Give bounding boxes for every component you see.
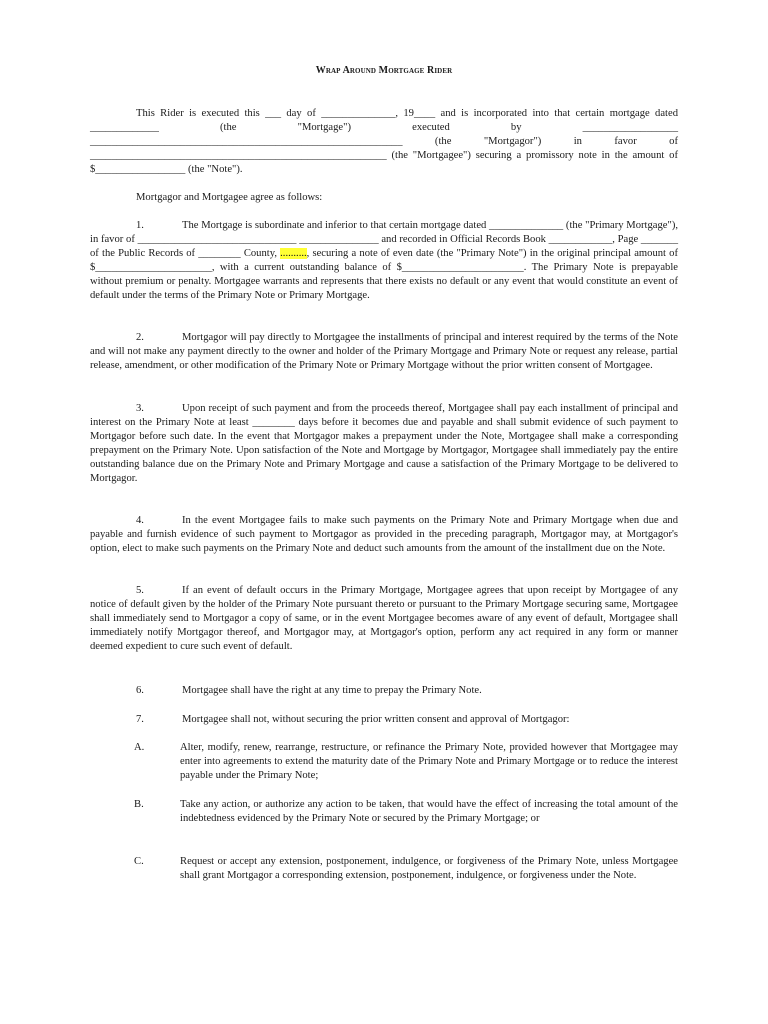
paragraph-5 [90,584,678,654]
paragraph-7-number: 7. [136,714,144,725]
paragraph-2 [90,331,678,373]
list-item-a-label: A. [134,742,145,753]
paragraph-2-number: 2. [136,332,144,343]
paragraph-1-text-a: The Mortgage is subordinate and inferior to that certain mortgage dated ______________ (the "Primary Mortgage"), in favor of ______________________________ _______________ and recorded in Official Records Book ____________, Page _______ of the Public Records of ________ County, [90,220,678,259]
paragraph-6-text: Mortgagee shall have the right at any time to prepay the Primary Note. [182,685,482,696]
list-item-c-label: C. [134,856,144,867]
paragraph-3 [90,402,678,485]
paragraph-3-text: Upon receipt of such payment and from the proceeds thereof, Mortgagee shall pay each installment of principal and interest on the Primary Note at least ________ days before it becomes due and payable and shall submit evidence of such payment to Mortgagor before such date. In the event that Mortgagor makes a prepayment under the Note, Mortgagee shall make a corresponding prepayment on the Primary Note. Upon satisfaction of the Note and Mortgage by Mortgagor, Mortgagee shall immediately pay the entire outstanding balance due on the Primary Note and Primary Mortgage and cause a satisfaction of the Primary Mortgage to be delivered to Mortgagor. [90,403,678,484]
paragraph-2-text: Mortgagor will pay directly to Mortgagee the installments of principal and interest required by the terms of the Note and will not make any payment directly to the owner and holder of the Primary Mortgage and Primary Note or request any release, partial release, amendment, or other modification of the Primary Note or Primary Mortgage without the prior written consent of Mortgagee. [90,332,678,371]
paragraph-6 [90,684,678,698]
agree-paragraph: Mortgagor and Mortgagee agree as follows: [136,192,323,203]
paragraph-4 [90,514,678,556]
paragraph-7-text: Mortgagee shall not, without securing the prior written consent and approval of Mortgagor: [182,714,570,725]
paragraph-6-number: 6. [136,685,144,696]
intro-paragraph: This Rider is executed this ___ day of ______________, 19____ and is incorporated into that certain mortgage dated _____________ (the "Mortgage") executed by __________________ ___________________________________________________________ (the "Mortgagor") in favor of ________________________________________________________ (the "Mortgagee") securing a promissory note in the amount of $_________________ (the "Note"). [90,108,678,175]
paragraph-4-number: 4. [136,515,144,526]
list-item-c-text: Request or accept any extension, postponement, indulgence, or forgiveness of the Primary Note, unless Mortgagee shall grant Mortgagor a corresponding extension, postponement, indulgence, or forgiveness under the Note. [180,856,678,881]
paragraph-5-text: If an event of default occurs in the Primary Mortgage, Mortgagee agrees that upon receipt by Mortgagee of any notice of default given by the holder of the Primary Note pursuant thereto or pursuant to the Primary Mortgage securing same, Mortgagee shall immediately send to Mortgagor a copy of same, or in the event Mortgagee becomes aware of any event of default, Mortgagee shall immediately notify Mortgagor thereof, and Mortgagor may, at Mortgagor's option, perform any act required in any form or manner deemed expedient to cure such event of default. [90,585,678,652]
list-item-b-text: Take any action, or authorize any action to be taken, that would have the effect of increasing the total amount of the indebtedness evidenced by the Primary Note or secured by the Primary Mortgage; or [180,799,678,824]
paragraph-1-number: 1. [136,220,144,231]
paragraph-3-number: 3. [136,403,144,414]
paragraph-1-text-b: , securing a note of even date (the "Primary Note") in the original principal amount of $______________________, with a current outstanding balance of $_______________________. The Primary Note is prepayable without premium or penalty. Mortgagee warrants and represents that there exists no default or any event that would constitute an event of default under the terms of the Primary Note or Primary Mortgage. [90,247,678,301]
list-item-b-label: B. [134,799,144,810]
paragraph-4-text: In the event Mortgagee fails to make such payments on the Primary Note and Primary Mortgage when due and payable and furnish evidence of such payment to Mortgagor as provided in the preceding paragraph, Mortgagor may, at Mortgagor's option, elect to make such payments on the Primary Note and deduct such amounts from the amount of the installment due on the Note. [90,515,678,554]
highlighted-blank: .......... [280,247,307,259]
list-item-a-text: Alter, modify, renew, rearrange, restructure, or refinance the Primary Note, provided however that Mortgagee may enter into agreements to extend the maturity date of the Primary Note and Primary Mortgage or to reduce the interest payable under the Primary Note; [180,742,678,781]
paragraph-7 [90,713,678,727]
paragraph-5-number: 5. [136,585,144,596]
document-title: Wrap Around Mortgage Rider [315,65,453,76]
paragraph-1 [90,219,678,302]
